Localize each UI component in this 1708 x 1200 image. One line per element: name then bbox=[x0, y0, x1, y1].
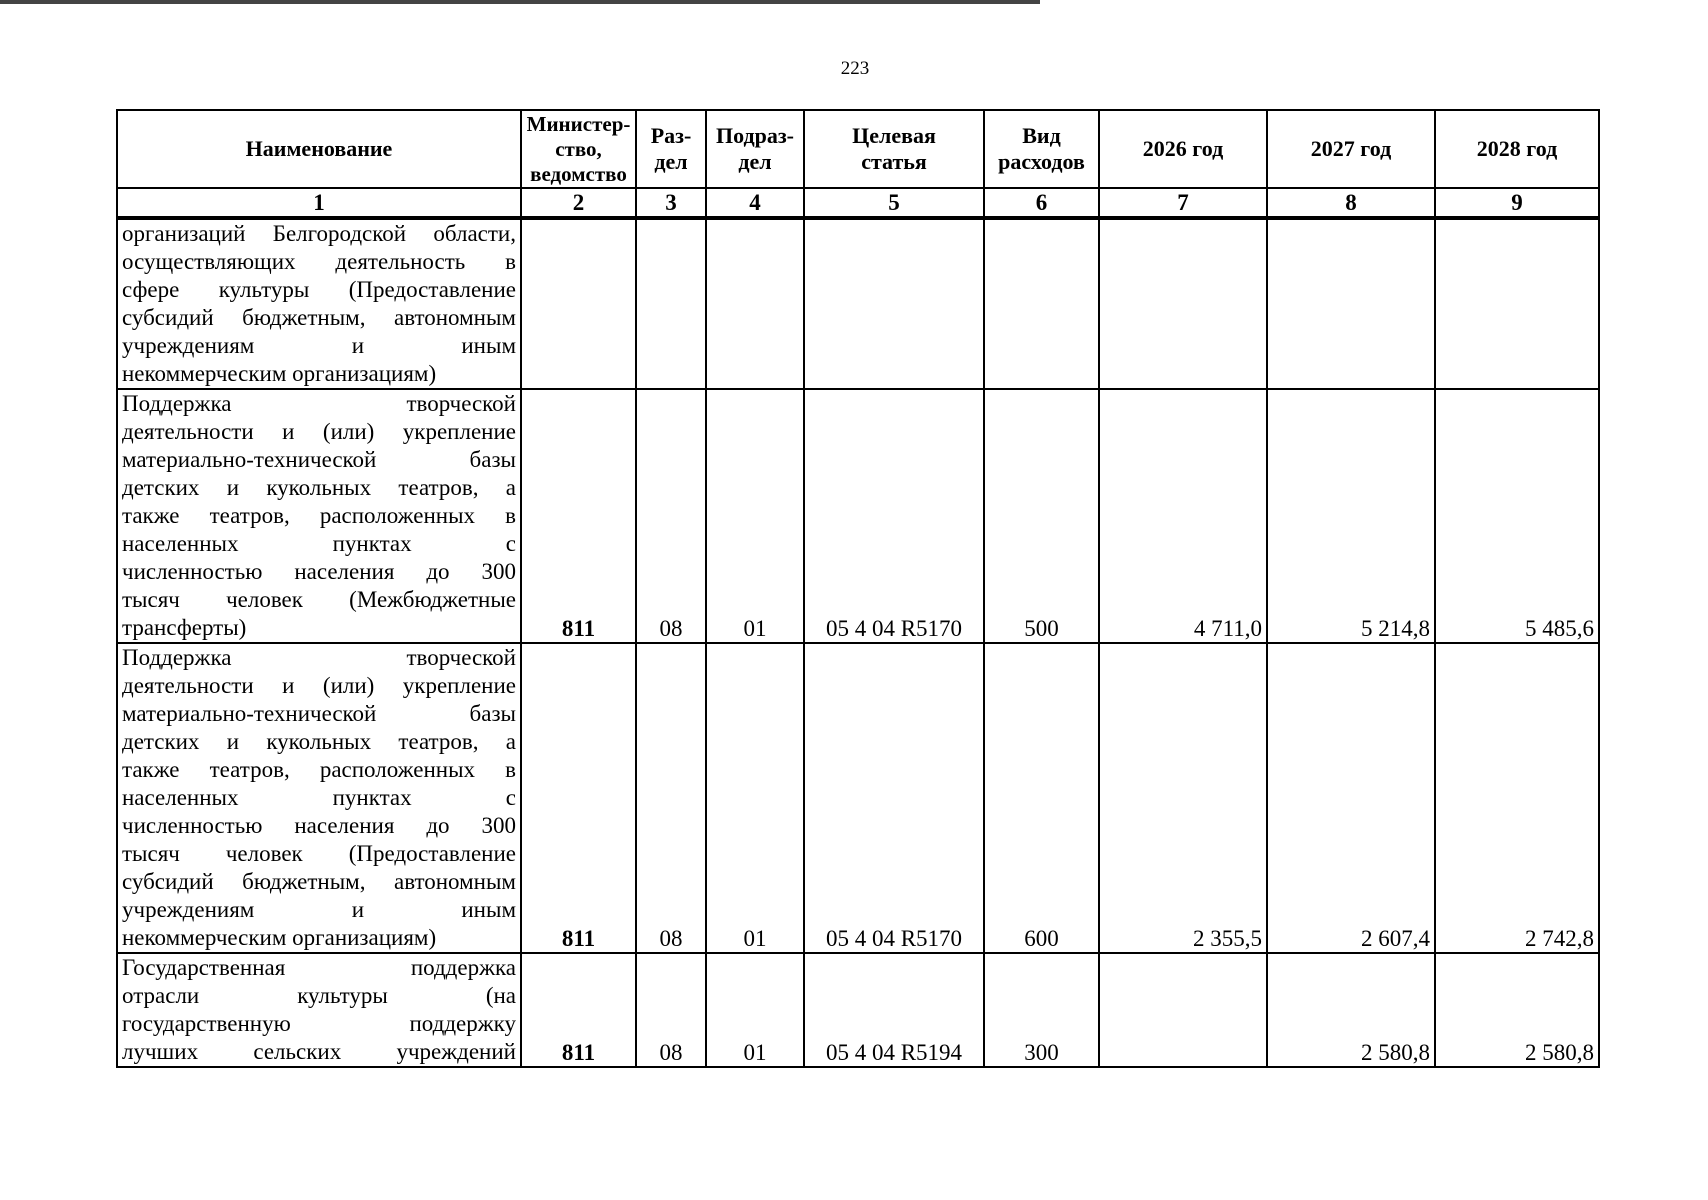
row-2028 bbox=[1435, 218, 1599, 389]
row-target bbox=[804, 218, 984, 389]
header-expense-type: Вид расходов bbox=[984, 110, 1099, 188]
scan-edge-line bbox=[0, 0, 1040, 4]
header-target: Целевая статья bbox=[804, 110, 984, 188]
table-row bbox=[117, 643, 1599, 953]
column-number-row bbox=[117, 188, 1599, 218]
header-name: Наименование bbox=[117, 110, 521, 188]
header-subsection: Подраз- дел bbox=[706, 110, 804, 188]
column-number: 1 bbox=[117, 188, 521, 218]
table-row bbox=[117, 389, 1599, 643]
column-number: 7 bbox=[1099, 188, 1267, 218]
row-target: 05 4 04 R5170 bbox=[804, 643, 984, 953]
row-expense-type: 300 bbox=[984, 953, 1099, 1067]
row-2027: 2 607,4 bbox=[1267, 643, 1435, 953]
row-2028: 2 580,8 bbox=[1435, 953, 1599, 1067]
column-number: 2 bbox=[521, 188, 636, 218]
column-number: 4 bbox=[706, 188, 804, 218]
row-name: Поддержка творческой деятельности и (или) укрепление материально-технической базы детских и кукольных театров, а также театров, расположенных в населенных пунктах с численностью населения до 300 тысяч человек (Межбюджетные трансферты) bbox=[117, 389, 521, 643]
row-expense-type: 600 bbox=[984, 643, 1099, 953]
header-ministry: Министер- ство, ведомство bbox=[521, 110, 636, 188]
header-2027: 2027 год bbox=[1267, 110, 1435, 188]
page-number: 223 bbox=[840, 58, 870, 79]
row-target: 05 4 04 R5194 bbox=[804, 953, 984, 1067]
row-name: Государственная поддержка отрасли культуры (на государственную поддержку лучших сельских учреждений bbox=[117, 953, 521, 1067]
header-section: Раз- дел bbox=[636, 110, 706, 188]
row-2027: 5 214,8 bbox=[1267, 389, 1435, 643]
row-name: организаций Белгородской области, осуществляющих деятельность в сфере культуры (Предоставление субсидий бюджетным, автономным учреждениям и иным некоммерческим организациям) bbox=[117, 218, 521, 389]
header-2028: 2028 год bbox=[1435, 110, 1599, 188]
column-number: 5 bbox=[804, 188, 984, 218]
row-expense-type: 500 bbox=[984, 389, 1099, 643]
row-2026 bbox=[1099, 953, 1267, 1067]
row-2026: 2 355,5 bbox=[1099, 643, 1267, 953]
row-subsection: 01 bbox=[706, 953, 804, 1067]
row-ministry bbox=[521, 218, 636, 389]
header-row bbox=[117, 110, 1599, 188]
row-section: 08 bbox=[636, 389, 706, 643]
row-section: 08 bbox=[636, 643, 706, 953]
row-2028: 5 485,6 bbox=[1435, 389, 1599, 643]
row-2027: 2 580,8 bbox=[1267, 953, 1435, 1067]
row-subsection bbox=[706, 218, 804, 389]
row-2026: 4 711,0 bbox=[1099, 389, 1267, 643]
table-body bbox=[117, 218, 1599, 1067]
table-row bbox=[117, 953, 1599, 1067]
header-2026: 2026 год bbox=[1099, 110, 1267, 188]
row-2028: 2 742,8 bbox=[1435, 643, 1599, 953]
row-2026 bbox=[1099, 218, 1267, 389]
table-row bbox=[117, 218, 1599, 389]
row-subsection: 01 bbox=[706, 389, 804, 643]
row-section: 08 bbox=[636, 953, 706, 1067]
column-number: 8 bbox=[1267, 188, 1435, 218]
row-expense-type bbox=[984, 218, 1099, 389]
row-ministry: 811 bbox=[521, 953, 636, 1067]
row-subsection: 01 bbox=[706, 643, 804, 953]
column-number: 3 bbox=[636, 188, 706, 218]
column-number: 9 bbox=[1435, 188, 1599, 218]
row-ministry: 811 bbox=[521, 389, 636, 643]
row-2027 bbox=[1267, 218, 1435, 389]
row-name: Поддержка творческой деятельности и (или) укрепление материально-технической базы детских и кукольных театров, а также театров, расположенных в населенных пунктах с численностью населения до 300 тысяч человек (Предоставление субсидий бюджетным, автономным учреждениям и иным некоммерческим организациям) bbox=[117, 643, 521, 953]
row-target: 05 4 04 R5170 bbox=[804, 389, 984, 643]
budget-table bbox=[116, 109, 1600, 1068]
column-number: 6 bbox=[984, 188, 1099, 218]
row-ministry: 811 bbox=[521, 643, 636, 953]
row-section bbox=[636, 218, 706, 389]
